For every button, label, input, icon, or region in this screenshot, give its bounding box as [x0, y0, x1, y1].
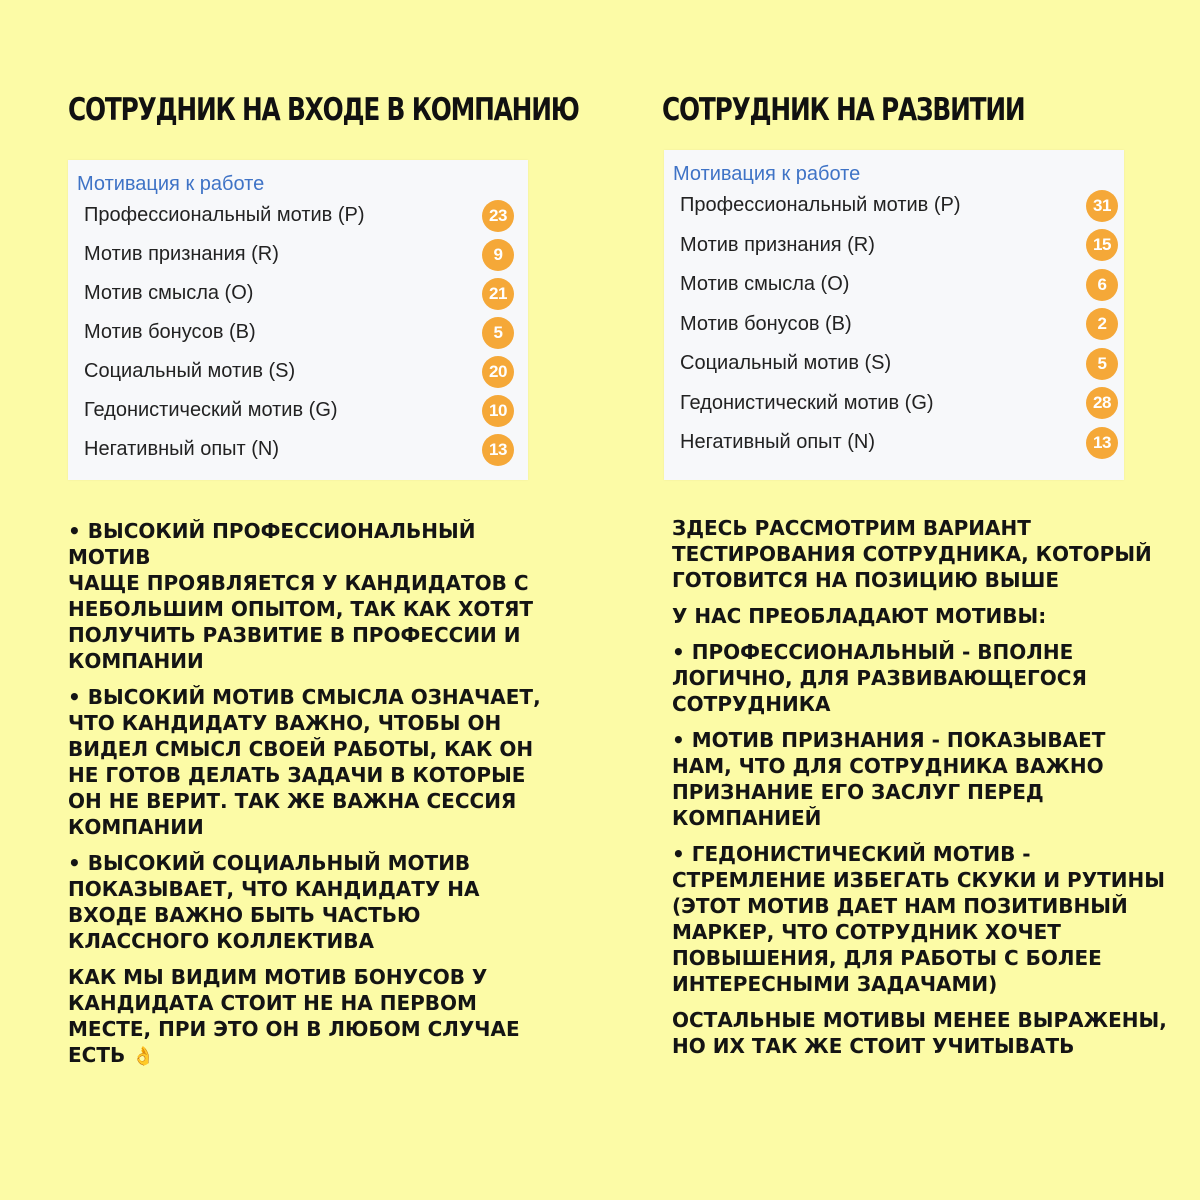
- score-badge: 5: [1086, 348, 1118, 380]
- score-badge: 13: [1086, 427, 1118, 459]
- paragraph-text: • ВЫСОКИЙ СОЦИАЛЬНЫЙ МОТИВ ПОКАЗЫВАЕТ, ЧТО КАНДИДАТУ НА ВХОДЕ ВАЖНО БЫТЬ ЧАСТЬЮ КЛАССНОГО КОЛЛЕКТИВА: [68, 851, 480, 953]
- motive-label: Гедонистический мотив (G): [680, 391, 934, 414]
- motive-label: Мотив смысла (O): [84, 282, 254, 304]
- paragraph: [672, 603, 1172, 629]
- motive-row: [84, 391, 528, 430]
- motive-label: Негативный опыт (N): [84, 438, 280, 460]
- paragraph: [672, 639, 1172, 717]
- paragraph-text: ЗДЕСЬ РАССМОТРИМ ВАРИАНТ ТЕСТИРОВАНИЯ СОТРУДНИКА, КОТОРЫЙ ГОТОВИТСЯ НА ПОЗИЦИЮ ВЫШЕ: [672, 516, 1152, 592]
- paragraph-text: ОСТАЛЬНЫЕ МОТИВЫ МЕНЕЕ ВЫРАЖЕНЫ, НО ИХ ТАК ЖЕ СТОИТ УЧИТЫВАТЬ: [672, 1008, 1167, 1058]
- motive-row: [680, 265, 1124, 305]
- motive-row: [84, 196, 528, 235]
- score-badge: 21: [482, 278, 514, 310]
- paragraph: [672, 727, 1172, 831]
- motive-row: [680, 423, 1124, 463]
- score-badge: 13: [482, 434, 514, 466]
- motive-label: Социальный мотив (S): [84, 360, 296, 382]
- motive-row: [680, 186, 1124, 226]
- motive-row: [680, 305, 1124, 345]
- column-entry: [68, 92, 579, 1067]
- heading-entry: СОТРУДНИК НА ВХОДЕ В КОМПАНИЮ: [68, 92, 579, 128]
- motive-list: [680, 186, 1124, 463]
- paragraph: [672, 515, 1172, 593]
- paragraph: [68, 518, 548, 674]
- motivation-card-entry: [68, 160, 528, 480]
- ok-hand-icon: 👌: [132, 1046, 155, 1067]
- score-badge: 23: [482, 200, 514, 232]
- motive-label: Социальный мотив (S): [680, 352, 892, 375]
- motive-row: [84, 313, 528, 352]
- score-badge: 28: [1086, 387, 1118, 419]
- score-badge: 20: [482, 356, 514, 388]
- score-badge: 2: [1086, 308, 1118, 340]
- description-development: [672, 515, 1172, 1069]
- score-badge: 5: [482, 317, 514, 349]
- paragraph: [68, 850, 548, 954]
- paragraph-text: • ВЫСОКИЙ МОТИВ СМЫСЛА ОЗНАЧАЕТ, ЧТО КАНДИДАТУ ВАЖНО, ЧТОБЫ ОН ВИДЕЛ СМЫСЛ СВОЕЙ РАБОТЫ, КАК ОН НЕ ГОТОВ ДЕЛАТЬ ЗАДАЧИ В КОТОРЫЕ ОН НЕ ВЕРИТ. ТАК ЖЕ ВАЖНА СЕССИЯ КОМПАНИИ: [68, 685, 541, 839]
- motive-label: Мотив признания (R): [680, 233, 875, 256]
- score-badge: 6: [1086, 269, 1118, 301]
- paragraph: [672, 1007, 1172, 1059]
- heading-development: СОТРУДНИК НА РАЗВИТИИ: [662, 92, 1025, 128]
- paragraph-text: • МОТИВ ПРИЗНАНИЯ - ПОКАЗЫВАЕТ НАМ, ЧТО ДЛЯ СОТРУДНИКА ВАЖНО ПРИЗНАНИЕ ЕГО ЗАСЛУГ ПЕРЕД КОМПАНИЕЙ: [672, 728, 1106, 830]
- motive-label: Мотив бонусов (B): [84, 321, 256, 343]
- motive-label: Мотив смысла (O): [680, 273, 850, 296]
- score-badge: 31: [1086, 190, 1118, 222]
- motive-row: [84, 235, 528, 274]
- motive-row: [680, 226, 1124, 266]
- motive-row: [680, 384, 1124, 424]
- motive-row: [680, 344, 1124, 384]
- paragraph-text: КАК МЫ ВИДИМ МОТИВ БОНУСОВ У КАНДИДАТА СТОИТ НЕ НА ПЕРВОМ МЕСТЕ, ПРИ ЭТО ОН В ЛЮБОМ СЛУЧАЕ ЕСТЬ: [68, 965, 520, 1067]
- motive-row: [84, 430, 528, 469]
- paragraph-text: • ГЕДОНИСТИЧЕСКИЙ МОТИВ - СТРЕМЛЕНИЕ ИЗБЕГАТЬ СКУКИ И РУТИНЫ (ЭТОТ МОТИВ ДАЕТ НАМ ПОЗИТИВНЫЙ МАРКЕР, ЧТО СОТРУДНИК ХОЧЕТ ПОВЫШЕНИЯ, ДЛЯ РАБОТЫ С БОЛЕЕ ИНТЕРЕСНЫМИ ЗАДАЧАМИ): [672, 842, 1165, 996]
- motive-row: [84, 352, 528, 391]
- motive-label: Мотив признания (R): [84, 243, 279, 265]
- score-badge: 15: [1086, 229, 1118, 261]
- description-entry: [68, 518, 548, 1080]
- motive-label: Профессиональный мотив (P): [680, 194, 961, 217]
- motive-row: [84, 274, 528, 313]
- motive-label: Гедонистический мотив (G): [84, 399, 338, 421]
- paragraph-text: У НАС ПРЕОБЛАДАЮТ МОТИВЫ:: [672, 604, 1047, 628]
- score-badge: 10: [482, 395, 514, 427]
- paragraph: [68, 684, 548, 840]
- paragraph: [68, 964, 548, 1070]
- score-badge: 9: [482, 239, 514, 271]
- paragraph: [672, 841, 1172, 997]
- paragraph-text: • ПРОФЕССИОНАЛЬНЫЙ - ВПОЛНЕ ЛОГИЧНО, ДЛЯ РАЗВИВАЮЩЕГОСЯ СОТРУДНИКА: [672, 640, 1087, 716]
- card-title: Мотивация к работе: [77, 173, 265, 195]
- motive-label: Негативный опыт (N): [680, 431, 876, 454]
- motivation-card-development: [664, 150, 1124, 480]
- motive-label: Мотив бонусов (B): [680, 312, 852, 335]
- motive-list: [84, 196, 528, 469]
- column-development: [662, 92, 1172, 1058]
- paragraph-text: • ВЫСОКИЙ ПРОФЕССИОНАЛЬНЫЙ МОТИВ ЧАЩЕ ПРОЯВЛЯЕТСЯ У КАНДИДАТОВ С НЕБОЛЬШИМ ОПЫТОМ, ТАК КАК ХОТЯТ ПОЛУЧИТЬ РАЗВИТИЕ В ПРОФЕССИИ И КОМПАНИИ: [68, 519, 534, 673]
- card-title: Мотивация к работе: [673, 163, 861, 185]
- motive-label: Профессиональный мотив (P): [84, 204, 365, 226]
